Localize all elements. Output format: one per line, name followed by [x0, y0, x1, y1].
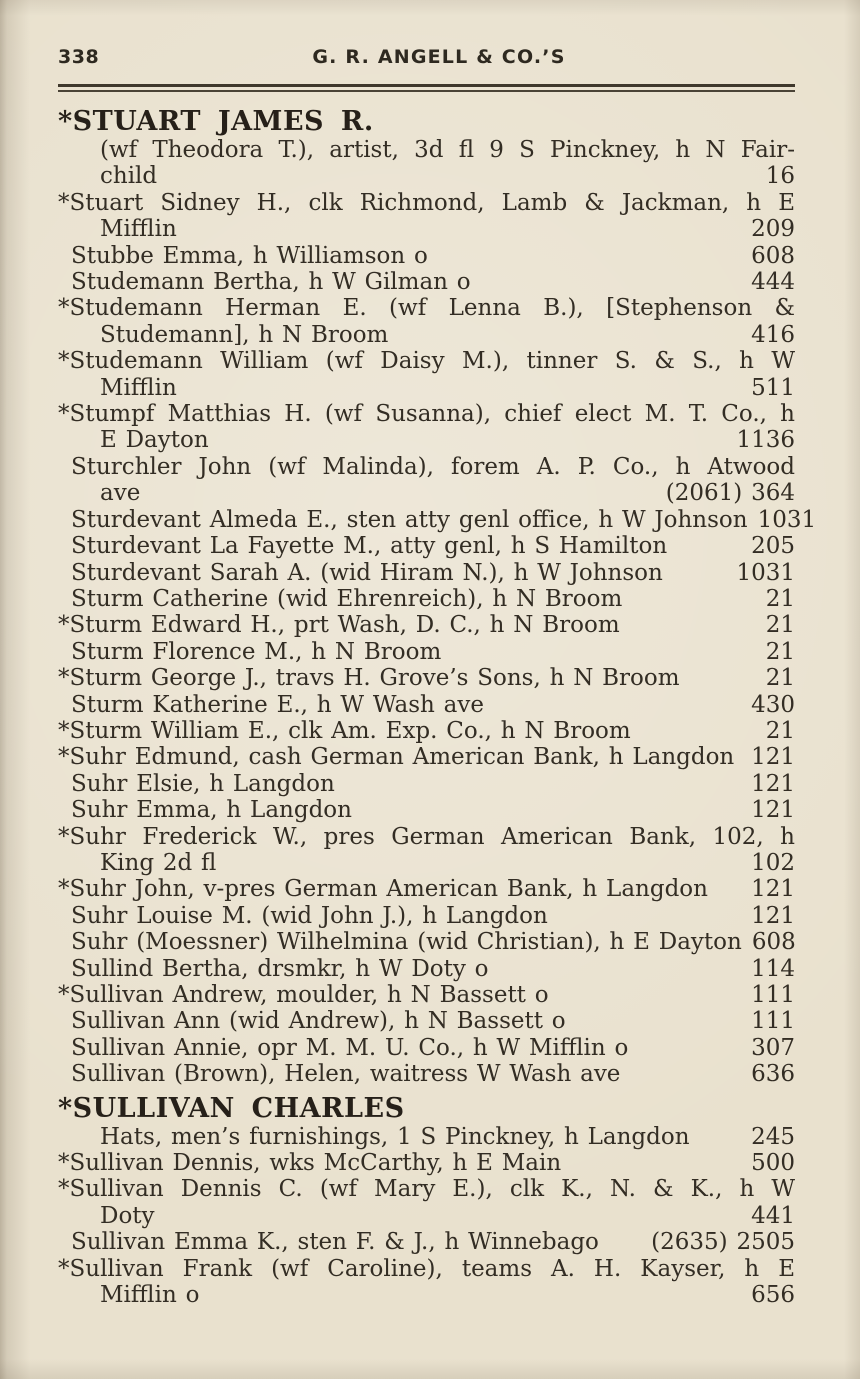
- directory-line: [58, 665, 795, 691]
- entry-text: *Sturm George J., travs H. Grove’s Sons, h N Broom: [58, 665, 680, 692]
- entry-text: Sullivan Ann (wid Andrew), h N Bassett o: [71, 1008, 566, 1035]
- entry-number: 608: [751, 929, 796, 956]
- entry-text: *Sullivan Dennis C. (wf Mary E.), clk K., N. & K., h W: [58, 1176, 795, 1203]
- directory-line: [58, 771, 795, 797]
- entry-text: *Stumpf Matthias H. (wf Susanna), chief elect M. T. Co., h: [58, 401, 795, 428]
- entry-text: E Dayton: [100, 427, 209, 454]
- directory-line: [58, 190, 795, 216]
- directory-line: [58, 929, 795, 955]
- page-number: 338: [58, 46, 100, 68]
- directory-line: [58, 692, 795, 718]
- entry-number: 656: [751, 1282, 795, 1309]
- entry-text: Mifflin o: [100, 1282, 200, 1309]
- entry-text: *Studemann Herman E. (wf Lenna B.), [Stephenson &: [58, 295, 795, 322]
- entry-number: 430: [751, 691, 795, 718]
- directory-line: [58, 1256, 795, 1282]
- entry-number: 21: [765, 665, 795, 692]
- entry-number: 111: [751, 982, 795, 1008]
- entry-number: 121: [751, 876, 795, 903]
- directory-line: [58, 216, 795, 242]
- entry-text: child: [100, 163, 158, 190]
- directory-line: [58, 163, 795, 189]
- directory-heading: [58, 1094, 795, 1124]
- entry-text: *Suhr John, v-pres German American Bank, h Langdon: [58, 876, 708, 903]
- entry-text: Mifflin: [100, 216, 177, 243]
- entry-number: 21: [765, 638, 795, 665]
- directory-line: [58, 1203, 795, 1229]
- directory-line: [58, 1035, 795, 1061]
- directory-line: [58, 322, 795, 348]
- directory-line: [58, 1229, 795, 1255]
- entry-text: Sullivan Emma K., sten F. & J., h Winnebago: [71, 1229, 599, 1256]
- directory-line: [58, 586, 795, 612]
- entry-text: *Sturm William E., clk Am. Exp. Co., h N Broom: [58, 717, 631, 744]
- entry-number: (2061) 364: [665, 480, 795, 507]
- entry-text: ave: [100, 480, 141, 507]
- entry-number: 114: [751, 955, 795, 982]
- entry-text: Sullind Bertha, drsmkr, h W Doty o: [71, 955, 489, 982]
- entry-number: 608: [751, 242, 795, 269]
- directory-line: [58, 903, 795, 929]
- directory-line: [58, 401, 795, 427]
- directory-line: [58, 533, 795, 559]
- entry-text: Stubbe Emma, h Williamson o: [71, 242, 428, 269]
- entry-text: Suhr Louise M. (wid John J.), h Langdon: [71, 902, 548, 929]
- directory-line: [58, 506, 817, 533]
- entry-number: 441: [751, 1202, 795, 1229]
- entry-text: *Suhr Frederick W., pres German American Bank, 102, h: [58, 823, 795, 850]
- entry-text: *Studemann William (wf Daisy M.), tinner S. & S., h W: [58, 348, 795, 375]
- entry-number: 121: [751, 744, 795, 771]
- directory-line: [58, 269, 795, 295]
- directory-line: [58, 1150, 795, 1176]
- entry-text: Sturdevant Sarah A. (wid Hiram N.), h W Johnson: [71, 559, 663, 586]
- entry-number: 111: [751, 1008, 795, 1035]
- entry-number: 511: [751, 374, 795, 401]
- directory-line: [58, 560, 795, 586]
- entry-number: 416: [751, 321, 795, 348]
- entry-text: *Sullivan Frank (wf Caroline), teams A. H. Kayser, h E: [58, 1255, 795, 1282]
- entry-text: Studemann Bertha, h W Gilman o: [71, 269, 471, 296]
- entry-number: 121: [751, 902, 795, 929]
- directory-line: [58, 427, 795, 453]
- directory-line: [58, 137, 795, 163]
- directory-line: [58, 454, 795, 480]
- directory-line: [58, 1176, 795, 1202]
- directory-line: [58, 797, 795, 823]
- directory-line: [58, 956, 795, 982]
- directory-entries: [58, 106, 817, 1309]
- entry-text: *Sturm Edward H., prt Wash, D. C., h N Broom: [58, 612, 620, 639]
- entry-number: 245: [751, 1123, 795, 1150]
- entry-text: Studemann], h N Broom: [100, 321, 389, 348]
- entry-text: Suhr Elsie, h Langdon: [71, 770, 335, 797]
- entry-number: 16: [765, 163, 795, 190]
- directory-line: [58, 639, 795, 665]
- entry-number: 500: [751, 1150, 795, 1177]
- entry-text: *Sullivan Andrew, moulder, h N Bassett o: [58, 982, 549, 1008]
- directory-line: [58, 1061, 795, 1087]
- entry-number: 102: [751, 849, 795, 876]
- entry-text: Doty: [100, 1202, 155, 1229]
- entry-number: 307: [751, 1034, 795, 1061]
- entry-text: *Stuart Sidney H., clk Richmond, Lamb & Jackman, h E: [58, 189, 795, 216]
- directory-line: [58, 1282, 795, 1308]
- directory-line: [58, 480, 795, 506]
- entry-text: Sturdevant La Fayette M., atty genl, h S Hamilton: [71, 533, 668, 560]
- directory-line: [58, 1124, 795, 1150]
- entry-number: 1136: [736, 427, 795, 454]
- entry-number: 636: [751, 1061, 795, 1088]
- directory-line: [58, 243, 795, 269]
- entry-text: Sturm Katherine E., h W Wash ave: [71, 691, 484, 718]
- heading-text: *SULLIVAN CHARLES: [58, 1092, 405, 1124]
- running-title: G. R. ANGELL & CO.’S: [312, 46, 566, 68]
- directory-line: [58, 982, 795, 1008]
- directory-line: [58, 876, 795, 902]
- entry-text: Suhr Emma, h Langdon: [71, 797, 352, 824]
- directory-line: [58, 718, 795, 744]
- entry-number: 21: [765, 717, 795, 744]
- entry-number: (2635) 2505: [651, 1229, 795, 1256]
- entry-number: 205: [751, 533, 795, 560]
- entry-number: 121: [751, 797, 795, 824]
- entry-text: *Suhr Edmund, cash German American Bank, h Langdon: [58, 744, 735, 771]
- entry-number: 209: [751, 216, 795, 243]
- entry-text: Sullivan (Brown), Helen, waitress W Wash ave: [71, 1061, 621, 1088]
- header-rule: [58, 84, 795, 92]
- directory-line: [58, 295, 795, 321]
- entry-text: King 2d fl: [100, 849, 217, 876]
- directory-line: [58, 612, 795, 638]
- entry-number: 444: [751, 269, 795, 296]
- entry-number: 21: [765, 585, 795, 612]
- entry-text: Sturm Catherine (wid Ehrenreich), h N Broom: [71, 585, 623, 612]
- entry-text: Sturchler John (wf Malinda), forem A. P. Co., h Atwood: [71, 453, 795, 480]
- entry-text: *Sullivan Dennis, wks McCarthy, h E Main: [58, 1150, 562, 1177]
- entry-text: (wf Theodora T.), artist, 3d fl 9 S Pinckney, h N Fair-: [100, 137, 795, 163]
- directory-line: [58, 824, 795, 850]
- entry-number: 1031: [736, 559, 795, 586]
- entry-number: 1031: [757, 506, 817, 533]
- heading-text: *STUART JAMES R.: [58, 106, 374, 137]
- entry-text: Sturdevant Almeda E., sten atty genl office, h W Johnson: [71, 506, 748, 533]
- directory-line: [58, 1008, 795, 1034]
- directory-line: [58, 375, 795, 401]
- entry-text: Suhr (Moessner) Wilhelmina (wid Christian), h E Dayton: [71, 929, 742, 956]
- entry-text: Sturm Florence M., h N Broom: [71, 638, 442, 665]
- entry-number: 21: [765, 612, 795, 639]
- entry-text: Sullivan Annie, opr M. M. U. Co., h W Mifflin o: [71, 1034, 629, 1061]
- entry-text: Mifflin: [100, 374, 177, 401]
- entry-number: 121: [751, 770, 795, 797]
- directory-line: [58, 850, 795, 876]
- page-header: [58, 46, 796, 70]
- entry-text: Hats, men’s furnishings, 1 S Pinckney, h Langdon: [100, 1123, 690, 1150]
- directory-heading: [58, 107, 795, 137]
- directory-line: [58, 744, 795, 770]
- directory-line: [58, 348, 795, 374]
